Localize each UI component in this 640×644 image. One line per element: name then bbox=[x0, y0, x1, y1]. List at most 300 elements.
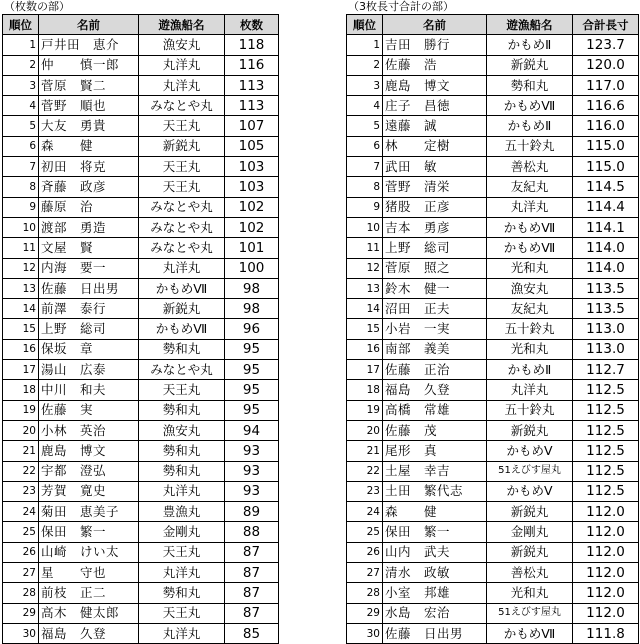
boat-cell: 丸洋丸 bbox=[139, 258, 225, 278]
boat-cell: 新鋭丸 bbox=[487, 542, 573, 562]
boat-cell: 丸洋丸 bbox=[139, 563, 225, 583]
value-cell: 103 bbox=[225, 177, 279, 197]
name-cell: 森 健 bbox=[383, 502, 487, 522]
rank-cell: 8 bbox=[3, 177, 39, 197]
table-row bbox=[347, 522, 639, 542]
value-cell: 114.4 bbox=[573, 197, 639, 217]
value-cell: 113.5 bbox=[573, 299, 639, 319]
rank-cell: 19 bbox=[347, 400, 383, 420]
boat-cell: 五十鈴丸 bbox=[487, 400, 573, 420]
value-cell: 113 bbox=[225, 75, 279, 95]
rank-cell: 17 bbox=[3, 360, 39, 380]
rank-cell: 27 bbox=[347, 563, 383, 583]
table-row bbox=[3, 258, 279, 278]
boat-cell: 天王丸 bbox=[139, 380, 225, 400]
boat-cell: みなとや丸 bbox=[139, 217, 225, 237]
boat-cell: 丸洋丸 bbox=[487, 197, 573, 217]
boat-cell: 丸洋丸 bbox=[139, 75, 225, 95]
name-cell: 遠藤 誠 bbox=[383, 116, 487, 136]
rank-cell: 14 bbox=[3, 299, 39, 319]
boat-cell: 五十鈴丸 bbox=[487, 319, 573, 339]
boat-cell: 勢和丸 bbox=[139, 461, 225, 481]
table-row bbox=[347, 116, 639, 136]
table-row bbox=[347, 319, 639, 339]
name-cell: 佐藤 実 bbox=[39, 400, 139, 420]
value-cell: 93 bbox=[225, 461, 279, 481]
name-cell: 山崎 けい太 bbox=[39, 542, 139, 562]
value-cell: 98 bbox=[225, 278, 279, 298]
column-header-rank: 順位 bbox=[3, 15, 39, 35]
name-cell: 斉藤 政彦 bbox=[39, 177, 139, 197]
table-row bbox=[347, 238, 639, 258]
rank-cell: 1 bbox=[347, 35, 383, 55]
rank-cell: 3 bbox=[347, 75, 383, 95]
boat-cell: 新鋭丸 bbox=[487, 55, 573, 75]
value-cell: 94 bbox=[225, 420, 279, 440]
value-cell: 113.0 bbox=[573, 339, 639, 359]
boat-cell: かもめⅦ bbox=[487, 96, 573, 116]
rank-cell: 13 bbox=[347, 278, 383, 298]
value-cell: 112.5 bbox=[573, 461, 639, 481]
table-row bbox=[347, 583, 639, 603]
value-cell: 113 bbox=[225, 96, 279, 116]
value-cell: 112.7 bbox=[573, 360, 639, 380]
name-cell: 小林 英治 bbox=[39, 420, 139, 440]
name-cell: 高木 健太郎 bbox=[39, 603, 139, 623]
table-row bbox=[347, 177, 639, 197]
boat-cell: 丸洋丸 bbox=[139, 481, 225, 501]
boat-cell: 五十鈴丸 bbox=[487, 136, 573, 156]
value-cell: 93 bbox=[225, 441, 279, 461]
table-row bbox=[3, 502, 279, 522]
rank-cell: 30 bbox=[347, 623, 383, 643]
value-cell: 101 bbox=[225, 238, 279, 258]
table-row bbox=[3, 299, 279, 319]
name-cell: 文屋 賢 bbox=[39, 238, 139, 258]
value-cell: 87 bbox=[225, 542, 279, 562]
table-row bbox=[3, 136, 279, 156]
name-cell: 水島 宏治 bbox=[383, 603, 487, 623]
boat-cell: 金剛丸 bbox=[139, 522, 225, 542]
name-cell: 福島 久登 bbox=[39, 623, 139, 643]
value-cell: 105 bbox=[225, 136, 279, 156]
rank-cell: 16 bbox=[347, 339, 383, 359]
length-ranking-rows bbox=[347, 35, 639, 644]
rank-cell: 29 bbox=[347, 603, 383, 623]
column-header-name: 名前 bbox=[383, 15, 487, 35]
name-cell: 山内 武夫 bbox=[383, 542, 487, 562]
boat-cell: 新鋭丸 bbox=[139, 136, 225, 156]
rank-cell: 1 bbox=[3, 35, 39, 55]
boat-cell: 金剛丸 bbox=[487, 522, 573, 542]
name-cell: 前澤 泰行 bbox=[39, 299, 139, 319]
table-row bbox=[3, 217, 279, 237]
boat-cell: 豊漁丸 bbox=[139, 502, 225, 522]
name-cell: 藤原 治 bbox=[39, 197, 139, 217]
value-cell: 115.0 bbox=[573, 136, 639, 156]
name-cell: 菊田 恵美子 bbox=[39, 502, 139, 522]
rank-cell: 20 bbox=[3, 420, 39, 440]
boat-cell: 善松丸 bbox=[487, 157, 573, 177]
column-header-boat: 遊漁船名 bbox=[487, 15, 573, 35]
name-cell: 菅野 清栄 bbox=[383, 177, 487, 197]
table-row bbox=[347, 420, 639, 440]
boat-cell: 天王丸 bbox=[139, 116, 225, 136]
boat-cell: 天王丸 bbox=[139, 603, 225, 623]
name-cell: 佐藤 茂 bbox=[383, 420, 487, 440]
table-row bbox=[3, 380, 279, 400]
boat-cell: みなとや丸 bbox=[139, 96, 225, 116]
table-row bbox=[347, 197, 639, 217]
name-cell: 鈴木 健一 bbox=[383, 278, 487, 298]
name-cell: 庄子 昌徳 bbox=[383, 96, 487, 116]
boat-cell: 漁安丸 bbox=[139, 35, 225, 55]
table-header-row bbox=[3, 15, 279, 35]
table-row bbox=[3, 563, 279, 583]
table-row bbox=[3, 481, 279, 501]
name-cell: 鹿島 博文 bbox=[383, 75, 487, 95]
value-cell: 102 bbox=[225, 217, 279, 237]
column-header-total-length: 合計長寸 bbox=[573, 15, 639, 35]
name-cell: 初田 将克 bbox=[39, 157, 139, 177]
boat-cell: 天王丸 bbox=[139, 157, 225, 177]
table-row bbox=[347, 400, 639, 420]
table-row bbox=[3, 157, 279, 177]
name-cell: 仲 慎一郎 bbox=[39, 55, 139, 75]
rank-cell: 11 bbox=[3, 238, 39, 258]
table-row bbox=[3, 542, 279, 562]
value-cell: 114.1 bbox=[573, 217, 639, 237]
count-ranking-rows bbox=[3, 35, 279, 644]
value-cell: 112.5 bbox=[573, 400, 639, 420]
table-row bbox=[347, 441, 639, 461]
name-cell: 清水 政敏 bbox=[383, 563, 487, 583]
name-cell: 土田 繁代志 bbox=[383, 481, 487, 501]
boat-cell: 丸洋丸 bbox=[487, 380, 573, 400]
rank-cell: 15 bbox=[347, 319, 383, 339]
table-row bbox=[3, 360, 279, 380]
rank-cell: 18 bbox=[3, 380, 39, 400]
rank-cell: 5 bbox=[347, 116, 383, 136]
boat-cell: 丸洋丸 bbox=[139, 623, 225, 643]
rank-cell: 28 bbox=[347, 583, 383, 603]
rank-cell: 4 bbox=[347, 96, 383, 116]
rank-cell: 26 bbox=[3, 542, 39, 562]
name-cell: 前枝 正二 bbox=[39, 583, 139, 603]
rank-cell: 21 bbox=[3, 441, 39, 461]
boat-cell: 勢和丸 bbox=[139, 441, 225, 461]
table-row bbox=[347, 502, 639, 522]
boat-cell: 漁安丸 bbox=[487, 278, 573, 298]
value-cell: 95 bbox=[225, 339, 279, 359]
table-row bbox=[347, 278, 639, 298]
value-cell: 120.0 bbox=[573, 55, 639, 75]
value-cell: 111.8 bbox=[573, 623, 639, 643]
table-row bbox=[347, 35, 639, 55]
rank-cell: 28 bbox=[3, 583, 39, 603]
name-cell: 武田 敏 bbox=[383, 157, 487, 177]
rank-cell: 4 bbox=[3, 96, 39, 116]
value-cell: 113.5 bbox=[573, 278, 639, 298]
value-cell: 112.0 bbox=[573, 583, 639, 603]
name-cell: 内海 要一 bbox=[39, 258, 139, 278]
value-cell: 116.6 bbox=[573, 96, 639, 116]
name-cell: 森 健 bbox=[39, 136, 139, 156]
table-row bbox=[347, 217, 639, 237]
rank-cell: 30 bbox=[3, 623, 39, 643]
name-cell: 小岩 一実 bbox=[383, 319, 487, 339]
name-cell: 保坂 章 bbox=[39, 339, 139, 359]
rank-cell: 13 bbox=[3, 278, 39, 298]
boat-cell: 光和丸 bbox=[487, 339, 573, 359]
rank-cell: 10 bbox=[3, 217, 39, 237]
column-header-rank: 順位 bbox=[347, 15, 383, 35]
boat-cell: 友紀丸 bbox=[487, 299, 573, 319]
value-cell: 115.0 bbox=[573, 157, 639, 177]
rank-cell: 29 bbox=[3, 603, 39, 623]
name-cell: 上野 総司 bbox=[39, 319, 139, 339]
column-header-boat: 遊漁船名 bbox=[139, 15, 225, 35]
name-cell: 湯山 広泰 bbox=[39, 360, 139, 380]
boat-cell: 新鋭丸 bbox=[487, 420, 573, 440]
value-cell: 112.0 bbox=[573, 502, 639, 522]
boat-cell: 勢和丸 bbox=[139, 339, 225, 359]
table-row bbox=[3, 319, 279, 339]
name-cell: 福島 久登 bbox=[383, 380, 487, 400]
name-cell: 保田 繁一 bbox=[383, 522, 487, 542]
boat-cell: 勢和丸 bbox=[487, 75, 573, 95]
count-section-title: （枚数の部） bbox=[4, 0, 70, 13]
table-row bbox=[347, 360, 639, 380]
name-cell: 大友 勇貴 bbox=[39, 116, 139, 136]
value-cell: 88 bbox=[225, 522, 279, 542]
boat-cell: 天王丸 bbox=[139, 177, 225, 197]
boat-cell: 新鋭丸 bbox=[487, 502, 573, 522]
name-cell: 保田 繁一 bbox=[39, 522, 139, 542]
rank-cell: 27 bbox=[3, 563, 39, 583]
value-cell: 85 bbox=[225, 623, 279, 643]
value-cell: 116 bbox=[225, 55, 279, 75]
rank-cell: 7 bbox=[3, 157, 39, 177]
table-row bbox=[347, 542, 639, 562]
name-cell: 林 定樹 bbox=[383, 136, 487, 156]
value-cell: 95 bbox=[225, 360, 279, 380]
boat-cell: かもめⅦ bbox=[487, 217, 573, 237]
rank-cell: 22 bbox=[3, 461, 39, 481]
boat-cell: 天王丸 bbox=[139, 542, 225, 562]
table-row bbox=[347, 339, 639, 359]
rank-cell: 20 bbox=[347, 420, 383, 440]
table-row bbox=[347, 299, 639, 319]
table-row bbox=[3, 461, 279, 481]
value-cell: 113.0 bbox=[573, 319, 639, 339]
name-cell: 土屋 幸吉 bbox=[383, 461, 487, 481]
rank-cell: 19 bbox=[3, 400, 39, 420]
boat-cell: 51えびす屋丸 bbox=[487, 461, 573, 481]
rank-cell: 17 bbox=[347, 360, 383, 380]
value-cell: 87 bbox=[225, 563, 279, 583]
table-row bbox=[347, 603, 639, 623]
name-cell: 吉田 勝行 bbox=[383, 35, 487, 55]
rank-cell: 8 bbox=[347, 177, 383, 197]
name-cell: 佐藤 日出男 bbox=[383, 623, 487, 643]
boat-cell: かもめⅦ bbox=[487, 623, 573, 643]
table-row bbox=[347, 96, 639, 116]
value-cell: 114.0 bbox=[573, 258, 639, 278]
value-cell: 95 bbox=[225, 380, 279, 400]
value-cell: 87 bbox=[225, 583, 279, 603]
name-cell: 菅原 照之 bbox=[383, 258, 487, 278]
count-ranking-panel bbox=[2, 0, 278, 644]
table-row bbox=[3, 197, 279, 217]
table-row bbox=[3, 238, 279, 258]
name-cell: 沼田 正夫 bbox=[383, 299, 487, 319]
value-cell: 114.5 bbox=[573, 177, 639, 197]
value-cell: 117.0 bbox=[573, 75, 639, 95]
boat-cell: かもめⅤ bbox=[487, 441, 573, 461]
rank-cell: 23 bbox=[347, 481, 383, 501]
table-row bbox=[3, 116, 279, 136]
boat-cell: 新鋭丸 bbox=[139, 299, 225, 319]
count-ranking-table bbox=[2, 14, 279, 644]
boat-cell: かもめⅦ bbox=[487, 238, 573, 258]
rank-cell: 2 bbox=[347, 55, 383, 75]
table-row bbox=[3, 278, 279, 298]
table-row bbox=[347, 563, 639, 583]
value-cell: 96 bbox=[225, 319, 279, 339]
length-ranking-panel bbox=[346, 0, 638, 644]
value-cell: 112.5 bbox=[573, 481, 639, 501]
name-cell: 菅原 賢二 bbox=[39, 75, 139, 95]
value-cell: 116.0 bbox=[573, 116, 639, 136]
name-cell: 中川 和夫 bbox=[39, 380, 139, 400]
boat-cell: 勢和丸 bbox=[139, 400, 225, 420]
rank-cell: 24 bbox=[3, 502, 39, 522]
table-row bbox=[347, 157, 639, 177]
rank-cell: 21 bbox=[347, 441, 383, 461]
table-row bbox=[347, 481, 639, 501]
name-cell: 菅野 順也 bbox=[39, 96, 139, 116]
value-cell: 112.0 bbox=[573, 522, 639, 542]
name-cell: 戸井田 恵介 bbox=[39, 35, 139, 55]
table-row bbox=[3, 603, 279, 623]
value-cell: 89 bbox=[225, 502, 279, 522]
value-cell: 112.5 bbox=[573, 441, 639, 461]
rank-cell: 14 bbox=[347, 299, 383, 319]
boat-cell: みなとや丸 bbox=[139, 360, 225, 380]
value-cell: 112.0 bbox=[573, 603, 639, 623]
name-cell: 佐藤 日出男 bbox=[39, 278, 139, 298]
rank-cell: 3 bbox=[3, 75, 39, 95]
name-cell: 小室 邦雄 bbox=[383, 583, 487, 603]
boat-cell: かもめⅤ bbox=[487, 481, 573, 501]
value-cell: 112.0 bbox=[573, 542, 639, 562]
rank-cell: 26 bbox=[347, 542, 383, 562]
name-cell: 高橋 常雄 bbox=[383, 400, 487, 420]
value-cell: 93 bbox=[225, 481, 279, 501]
rank-cell: 18 bbox=[347, 380, 383, 400]
table-row bbox=[3, 75, 279, 95]
rank-cell: 9 bbox=[3, 197, 39, 217]
rank-cell: 12 bbox=[347, 258, 383, 278]
boat-cell: 漁安丸 bbox=[139, 420, 225, 440]
rank-cell: 2 bbox=[3, 55, 39, 75]
table-row bbox=[347, 623, 639, 643]
boat-cell: 勢和丸 bbox=[139, 583, 225, 603]
name-cell: 渡部 勇造 bbox=[39, 217, 139, 237]
boat-cell: みなとや丸 bbox=[139, 238, 225, 258]
rank-cell: 16 bbox=[3, 339, 39, 359]
value-cell: 98 bbox=[225, 299, 279, 319]
boat-cell: かもめⅡ bbox=[487, 35, 573, 55]
column-header-count: 枚数 bbox=[225, 15, 279, 35]
rank-cell: 25 bbox=[3, 522, 39, 542]
boat-cell: 善松丸 bbox=[487, 563, 573, 583]
rank-cell: 7 bbox=[347, 157, 383, 177]
rank-cell: 6 bbox=[3, 136, 39, 156]
name-cell: 芳賀 寛史 bbox=[39, 481, 139, 501]
table-row bbox=[3, 35, 279, 55]
rank-cell: 5 bbox=[3, 116, 39, 136]
name-cell: 星 守也 bbox=[39, 563, 139, 583]
rank-cell: 10 bbox=[347, 217, 383, 237]
name-cell: 上野 総司 bbox=[383, 238, 487, 258]
table-row bbox=[3, 441, 279, 461]
boat-cell: 51えびす屋丸 bbox=[487, 603, 573, 623]
table-row bbox=[3, 177, 279, 197]
table-row bbox=[347, 136, 639, 156]
rank-cell: 24 bbox=[347, 502, 383, 522]
name-cell: 南部 義美 bbox=[383, 339, 487, 359]
table-row bbox=[347, 75, 639, 95]
rank-cell: 11 bbox=[347, 238, 383, 258]
name-cell: 鹿島 博文 bbox=[39, 441, 139, 461]
boat-cell: かもめⅡ bbox=[487, 360, 573, 380]
value-cell: 123.7 bbox=[573, 35, 639, 55]
name-cell: 猪股 正彦 bbox=[383, 197, 487, 217]
table-row bbox=[347, 380, 639, 400]
table-row bbox=[3, 623, 279, 643]
table-row bbox=[347, 258, 639, 278]
rank-cell: 9 bbox=[347, 197, 383, 217]
value-cell: 112.5 bbox=[573, 380, 639, 400]
value-cell: 100 bbox=[225, 258, 279, 278]
name-cell: 佐藤 正治 bbox=[383, 360, 487, 380]
value-cell: 107 bbox=[225, 116, 279, 136]
name-cell: 吉本 勇彦 bbox=[383, 217, 487, 237]
value-cell: 87 bbox=[225, 603, 279, 623]
value-cell: 103 bbox=[225, 157, 279, 177]
table-row bbox=[3, 96, 279, 116]
table-row bbox=[347, 461, 639, 481]
table-row bbox=[3, 583, 279, 603]
name-cell: 尾形 真 bbox=[383, 441, 487, 461]
table-row bbox=[3, 522, 279, 542]
length-section-title: （3枚長寸合計の部） bbox=[348, 0, 454, 13]
value-cell: 102 bbox=[225, 197, 279, 217]
rank-cell: 23 bbox=[3, 481, 39, 501]
boat-cell: 光和丸 bbox=[487, 258, 573, 278]
rank-cell: 22 bbox=[347, 461, 383, 481]
value-cell: 112.5 bbox=[573, 420, 639, 440]
rank-cell: 25 bbox=[347, 522, 383, 542]
column-header-name: 名前 bbox=[39, 15, 139, 35]
boat-cell: かもめⅡ bbox=[487, 116, 573, 136]
value-cell: 114.0 bbox=[573, 238, 639, 258]
value-cell: 112.0 bbox=[573, 563, 639, 583]
boat-cell: かもめⅦ bbox=[139, 278, 225, 298]
name-cell: 佐藤 浩 bbox=[383, 55, 487, 75]
